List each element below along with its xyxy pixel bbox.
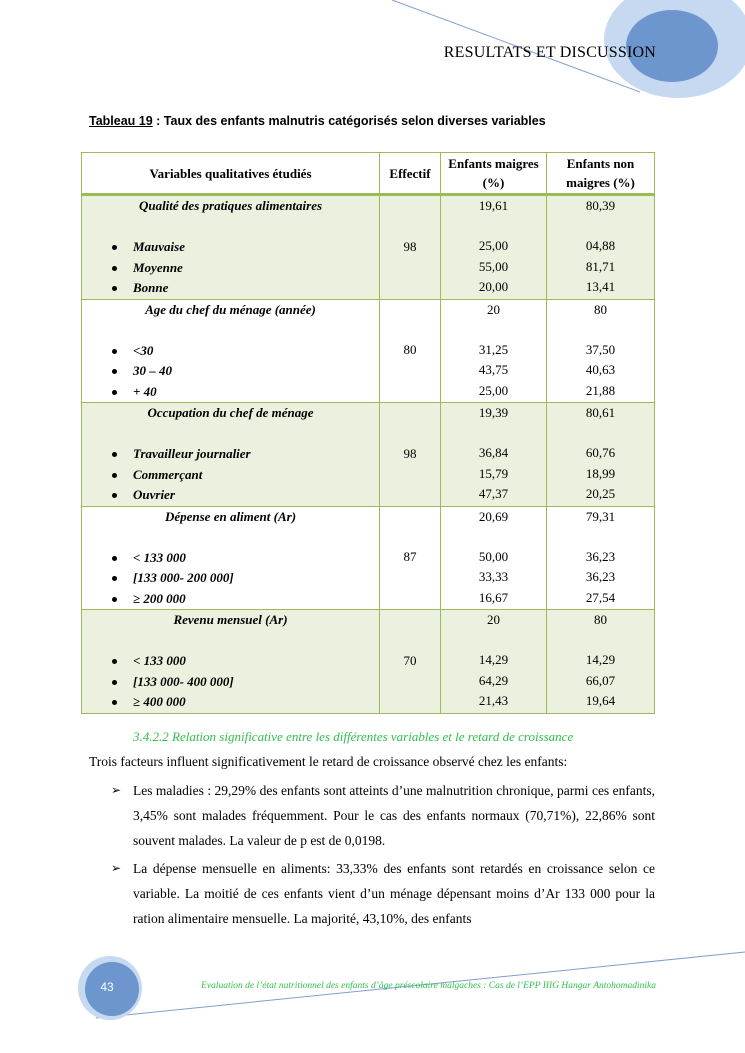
percent-value: 55,00: [478, 258, 509, 274]
percent-value: 18,99: [585, 465, 616, 481]
column-header: Effectif: [380, 153, 441, 195]
effectif-value: 80: [403, 342, 417, 357]
list-item-label: 30 – 40: [133, 363, 172, 378]
data-table: [81, 152, 655, 714]
percent-value: 36,23: [585, 548, 616, 564]
table-caption-label: Tableau 19: [89, 114, 153, 128]
effectif-value: 98: [403, 445, 417, 461]
table-caption: [89, 114, 546, 128]
list-item: [82, 692, 379, 713]
percent-value: 19,64: [585, 693, 616, 708]
bullet-dot-icon: [112, 576, 117, 581]
total-value: 80,61: [585, 405, 616, 420]
list-item-label: < 133 000: [133, 653, 186, 668]
percent-value: 27,54: [585, 589, 616, 605]
list-item: [82, 548, 379, 569]
percent-value: 16,67: [478, 589, 509, 605]
table-row: [82, 610, 655, 714]
list-item-label: <30: [133, 342, 154, 358]
list-item-label: Ouvrier: [133, 487, 175, 502]
percent-value: 36,23: [585, 569, 616, 584]
bullet-paragraph: [111, 778, 655, 853]
percent-value: 21,88: [585, 382, 616, 398]
total-value: 20: [487, 612, 500, 627]
table-caption-text: : Taux des enfants malnutris catégorisés selon diverses variables: [152, 114, 546, 128]
percent-value: 60,76: [585, 445, 616, 460]
section-heading: 3.4.2.2 Relation significative entre les différentes variables et le retard de croissance: [133, 729, 574, 744]
list-item-label: Travailleur journalier: [133, 446, 251, 461]
column-header: Enfants non maigres (%): [547, 153, 655, 195]
list-item: [82, 382, 379, 403]
column-header: Variables qualitatives étudiés: [82, 153, 380, 195]
bullet-dot-icon: [112, 680, 117, 685]
page-header-title: RESULTATS ET DISCUSSION: [443, 44, 656, 61]
variable-cell: [82, 195, 380, 300]
list-item-label: Mauvaise: [133, 239, 185, 254]
bullet-dot-icon: [112, 369, 117, 374]
percent-value: 13,41: [585, 279, 616, 294]
table-header-row: [82, 153, 655, 195]
group-title: Occupation du chef de ménage: [147, 405, 314, 420]
percent-value: 50,00: [478, 548, 509, 564]
bullet-dot-icon: [112, 700, 117, 705]
variable-cell: [82, 299, 380, 403]
list-item: [82, 568, 379, 589]
total-value: 80: [594, 301, 607, 317]
maigres-cell: [441, 506, 547, 610]
total-value: 19,39: [478, 405, 509, 420]
total-value: 79,31: [585, 508, 616, 524]
percent-value: 47,37: [478, 486, 509, 501]
bullet-dot-icon: [112, 556, 117, 561]
percent-value: 36,84: [478, 445, 509, 460]
effectif-cell: [380, 403, 441, 507]
percent-value: 31,25: [478, 341, 509, 357]
list-item: [82, 258, 379, 279]
table-row: [82, 195, 655, 300]
total-value: 80,39: [585, 198, 616, 213]
non-maigres-cell: [547, 610, 655, 714]
list-item: [82, 237, 379, 258]
percent-value: 25,00: [478, 382, 509, 398]
bullet-dot-icon: [112, 493, 117, 498]
effectif-value: 70: [403, 652, 417, 668]
percent-value: 14,29: [585, 652, 616, 667]
percent-value: 33,33: [478, 569, 509, 584]
list-item-label: [133 000- 400 000]: [133, 673, 234, 689]
effectif-value: 98: [403, 238, 417, 254]
intro-paragraph: Trois facteurs influent significativement le retard de croissance observé chez les enfants:: [89, 754, 568, 769]
arrow-bullet-icon: ➢: [111, 861, 122, 875]
table-row: [82, 299, 655, 403]
table-row: [82, 506, 655, 610]
group-title: Qualité des pratiques alimentaires: [138, 198, 323, 213]
bullet-paragraph: [111, 856, 655, 931]
effectif-cell: [380, 506, 441, 610]
bullet-dot-icon: [112, 659, 117, 664]
percent-value: 66,07: [585, 672, 616, 688]
non-maigres-cell: [547, 506, 655, 610]
bullet-dot-icon: [112, 286, 117, 291]
list-item: [82, 651, 379, 672]
total-value: 20,69: [478, 508, 509, 524]
list-item: [82, 485, 379, 506]
table-row: [82, 403, 655, 507]
bullet-dot-icon: [112, 245, 117, 250]
list-item: [82, 444, 379, 465]
arrow-bullet-icon: ➢: [111, 783, 122, 797]
percent-value: 14,29: [478, 652, 509, 667]
list-item-label: ≥ 200 000: [133, 590, 186, 606]
page-number: 43: [100, 980, 114, 994]
bullet-dot-icon: [112, 266, 117, 271]
effectif-value: 87: [403, 549, 417, 564]
percent-value: 20,25: [585, 486, 616, 501]
list-item-label: Bonne: [133, 280, 169, 295]
bullet-text: La dépense mensuelle en aliments: 33,33% des enfants sont retardés en croissance selon ce variable. La moitié de ces enfants vient d’un ménage dépensant moins d’Ar 133 000 pour la ration alimentaire mensuelle. La majorité, 43,10%, des enfants: [133, 861, 655, 926]
bullet-dot-icon: [112, 452, 117, 457]
non-maigres-cell: [547, 195, 655, 300]
list-item: [82, 589, 379, 610]
bullet-dot-icon: [112, 390, 117, 395]
maigres-cell: [441, 195, 547, 300]
bullet-dot-icon: [112, 349, 117, 354]
list-item: [82, 278, 379, 299]
list-item-label: Moyenne: [133, 259, 183, 275]
list-item-label: [133 000- 200 000]: [133, 570, 234, 585]
percent-value: 43,75: [478, 362, 509, 377]
non-maigres-cell: [547, 299, 655, 403]
percent-value: 81,71: [585, 258, 616, 274]
total-value: 20: [487, 301, 500, 317]
list-item-label: + 40: [133, 383, 157, 399]
percent-value: 25,00: [478, 238, 509, 253]
list-item: [82, 341, 379, 362]
maigres-cell: [441, 610, 547, 714]
list-item-label: ≥ 400 000: [133, 694, 186, 709]
effectif-cell: [380, 610, 441, 714]
footer-text: Evaluation de l’état nutritionnel des enfants d’âge préscolaire malgaches : Cas de l’EPP IIIG Hangar Antohomadinika: [201, 981, 656, 991]
percent-value: 37,50: [585, 341, 616, 357]
variable-cell: [82, 506, 380, 610]
list-item: [82, 465, 379, 486]
percent-value: 64,29: [478, 672, 509, 688]
group-title: Age du chef du ménage (année): [145, 301, 316, 317]
bullet-dot-icon: [112, 597, 117, 602]
bullet-text: Les maladies : 29,29% des enfants sont atteints d’une malnutrition chronique, parmi ces enfants, 3,45% sont malades fréquemment. Pour le cas des enfants normaux (70,71%), 22,86% sont souvent malades. La valeur de p est de 0,0198.: [133, 783, 655, 848]
bullet-dot-icon: [112, 473, 117, 478]
group-title: Revenu mensuel (Ar): [173, 612, 288, 627]
non-maigres-cell: [547, 403, 655, 507]
total-value: 80: [594, 612, 607, 627]
list-item: [82, 672, 379, 693]
effectif-cell: [380, 299, 441, 403]
percent-value: 21,43: [478, 693, 509, 708]
percent-value: 40,63: [585, 362, 616, 377]
effectif-cell: [380, 195, 441, 300]
list-item: [82, 361, 379, 382]
group-title: Dépense en aliment (Ar): [164, 508, 297, 524]
variable-cell: [82, 403, 380, 507]
maigres-cell: [441, 299, 547, 403]
variable-cell: [82, 610, 380, 714]
percent-value: 04,88: [585, 238, 616, 253]
list-item-label: < 133 000: [133, 549, 186, 565]
list-item-label: Commerçant: [133, 466, 203, 482]
total-value: 19,61: [478, 198, 509, 213]
maigres-cell: [441, 403, 547, 507]
percent-value: 20,00: [478, 279, 509, 294]
column-header: Enfants maigres (%): [441, 153, 547, 195]
percent-value: 15,79: [478, 465, 509, 481]
